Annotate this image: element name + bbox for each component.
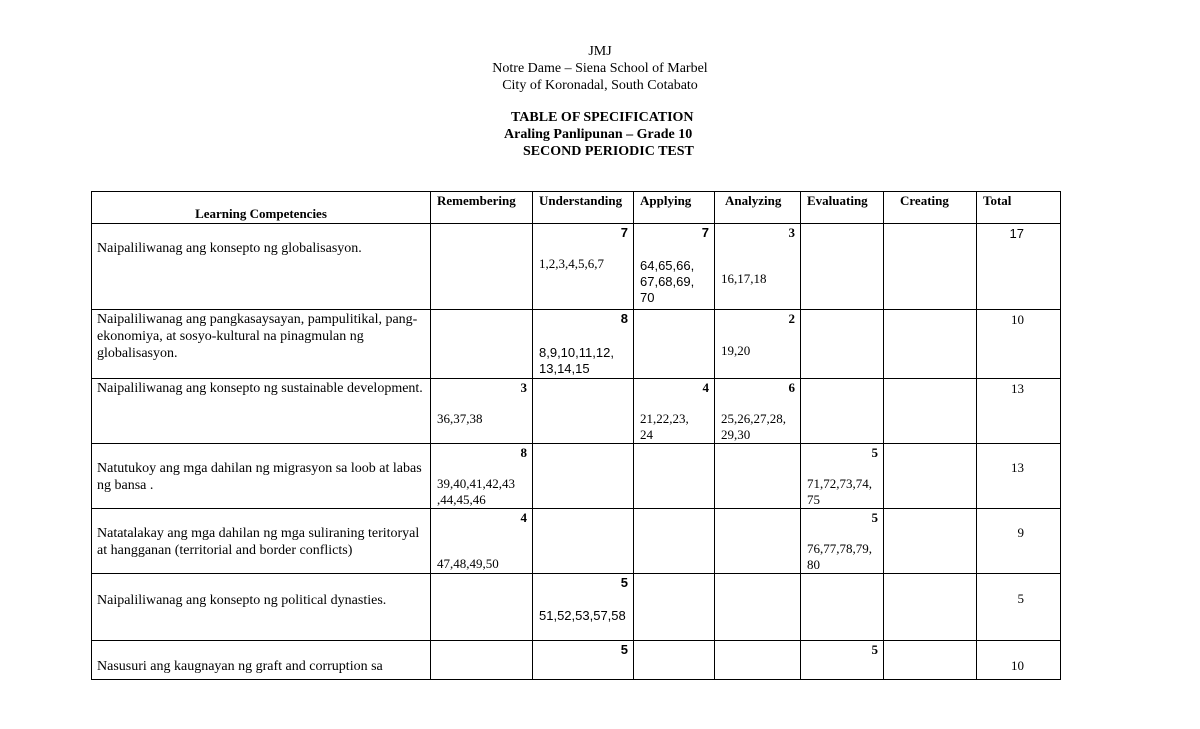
total-value: 10 — [1011, 658, 1024, 673]
analyzing-cell — [715, 310, 801, 379]
total-cell — [977, 310, 1061, 379]
item-count: 4 — [520, 510, 527, 525]
creating-cell — [884, 224, 977, 310]
applying-cell — [634, 379, 715, 444]
creating-cell — [884, 379, 977, 444]
table-row — [92, 641, 1061, 680]
creating-cell — [884, 574, 977, 641]
evaluating-cell — [801, 444, 884, 509]
table-row — [92, 444, 1061, 509]
total-value: 5 — [1017, 591, 1024, 606]
understanding-cell — [533, 224, 634, 310]
applying-cell — [634, 509, 715, 574]
item-count: 5 — [620, 642, 628, 657]
competency-cell — [92, 444, 431, 509]
understanding-cell — [533, 444, 634, 509]
competency-cell — [92, 310, 431, 379]
applying-cell — [634, 641, 715, 680]
competency-text: Naipaliliwanag ang pangkasaysayan, pampulitikal, pang-ekonomiya, at sosyo-kultural na pinagmulan ng globalisasyon. — [97, 312, 418, 361]
item-numbers: 16,17,18 — [721, 271, 767, 286]
item-numbers: 64,65,66, 67,68,69, 70 — [640, 258, 695, 305]
analyzing-cell — [715, 444, 801, 509]
applying-cell — [634, 224, 715, 310]
item-numbers: 36,37,38 — [437, 411, 483, 426]
item-numbers: 25,26,27,28, 29,30 — [721, 411, 786, 442]
competency-text: Natatalakay ang mga dahilan ng mga suliraning teritoryal at hangganan (territorial and border conflicts) — [97, 526, 420, 558]
understanding-cell — [533, 509, 634, 574]
item-count: 5 — [620, 575, 628, 590]
item-count: 5 — [871, 445, 878, 460]
applying-cell — [634, 574, 715, 641]
total-value: 13 — [1011, 460, 1024, 475]
total-cell — [977, 509, 1061, 574]
document-subject: Araling Panlipunan – Grade 10 — [504, 127, 693, 142]
remembering-cell — [431, 379, 533, 444]
competency-text: Nasusuri ang kaugnayan ng graft and corruption sa — [97, 659, 383, 674]
item-numbers: 1,2,3,4,5,6,7 — [539, 256, 604, 271]
analyzing-cell — [715, 641, 801, 680]
header-learning-competencies: Learning Competencies — [92, 192, 431, 224]
understanding-cell — [533, 641, 634, 680]
item-numbers: 19,20 — [721, 343, 751, 358]
item-count: 8 — [620, 311, 628, 326]
total-cell — [977, 379, 1061, 444]
remembering-cell — [431, 641, 533, 680]
item-numbers: 76,77,78,79, 80 — [807, 541, 872, 572]
evaluating-cell — [801, 379, 884, 444]
competency-cell — [92, 641, 431, 680]
total-cell — [977, 641, 1061, 680]
item-numbers: 71,72,73,74, 75 — [807, 476, 872, 507]
item-count: 2 — [788, 311, 795, 326]
evaluating-cell — [801, 641, 884, 680]
item-count: 3 — [520, 380, 527, 395]
item-count: 6 — [788, 380, 795, 395]
header-applying: Applying — [634, 192, 715, 224]
document-test-name: SECOND PERIODIC TEST — [523, 144, 694, 159]
header-location: City of Koronadal, South Cotabato — [502, 78, 698, 93]
applying-cell — [634, 310, 715, 379]
table-row — [92, 574, 1061, 641]
understanding-cell — [533, 574, 634, 641]
competency-cell — [92, 379, 431, 444]
creating-cell — [884, 641, 977, 680]
analyzing-cell — [715, 509, 801, 574]
total-cell — [977, 574, 1061, 641]
competency-text: Naipaliliwanag ang konsepto ng political dynasties. — [97, 593, 387, 608]
header-remembering: Remembering — [431, 192, 533, 224]
specification-table — [91, 191, 1061, 680]
item-count: 3 — [788, 225, 795, 240]
item-count: 4 — [702, 380, 709, 395]
evaluating-cell — [801, 574, 884, 641]
competency-cell — [92, 509, 431, 574]
item-count: 7 — [701, 225, 709, 240]
table-row — [92, 509, 1061, 574]
competency-text: Naipaliliwanag ang konsepto ng sustainable development. — [97, 381, 423, 396]
understanding-cell — [533, 310, 634, 379]
creating-cell — [884, 509, 977, 574]
analyzing-cell — [715, 574, 801, 641]
analyzing-cell — [715, 379, 801, 444]
header-evaluating: Evaluating — [801, 192, 884, 224]
remembering-cell — [431, 310, 533, 379]
item-count: 8 — [520, 445, 527, 460]
competency-cell — [92, 224, 431, 310]
total-value: 17 — [1009, 226, 1024, 241]
item-numbers: 51,52,53,57,58 — [539, 608, 626, 623]
creating-cell — [884, 444, 977, 509]
understanding-cell — [533, 379, 634, 444]
competency-cell — [92, 574, 431, 641]
total-cell — [977, 224, 1061, 310]
remembering-cell — [431, 574, 533, 641]
table-row — [92, 379, 1061, 444]
table-row — [92, 224, 1061, 310]
remembering-cell — [431, 444, 533, 509]
table-row — [92, 310, 1061, 379]
item-numbers: 39,40,41,42,43 ,44,45,46 — [437, 476, 515, 507]
header-school-name: Notre Dame – Siena School of Marbel — [492, 61, 708, 76]
creating-cell — [884, 310, 977, 379]
header-creating: Creating — [884, 192, 977, 224]
item-numbers: 47,48,49,50 — [437, 556, 499, 571]
header-total: Total — [977, 192, 1061, 224]
remembering-cell — [431, 224, 533, 310]
item-count: 5 — [871, 642, 878, 657]
total-value: 10 — [1011, 312, 1024, 327]
item-numbers: 21,22,23, 24 — [640, 411, 689, 442]
item-count: 5 — [871, 510, 878, 525]
item-numbers: 8,9,10,11,12, 13,14,15 — [539, 345, 614, 376]
competency-text: Natutukoy ang mga dahilan ng migrasyon sa loob at labas ng bansa . — [97, 461, 422, 493]
header-jmj: JMJ — [588, 44, 612, 59]
total-cell — [977, 444, 1061, 509]
evaluating-cell — [801, 509, 884, 574]
total-value: 13 — [1011, 381, 1024, 396]
evaluating-cell — [801, 224, 884, 310]
applying-cell — [634, 444, 715, 509]
competency-text: Naipaliliwanag ang konsepto ng globalisasyon. — [97, 241, 362, 256]
evaluating-cell — [801, 310, 884, 379]
total-value: 9 — [1017, 525, 1024, 540]
header-understanding: Understanding — [533, 192, 634, 224]
item-count: 7 — [620, 225, 628, 240]
document-title: TABLE OF SPECIFICATION — [511, 110, 694, 125]
remembering-cell — [431, 509, 533, 574]
table-header-row — [92, 192, 1061, 224]
header-analyzing: Analyzing — [715, 192, 801, 224]
analyzing-cell — [715, 224, 801, 310]
